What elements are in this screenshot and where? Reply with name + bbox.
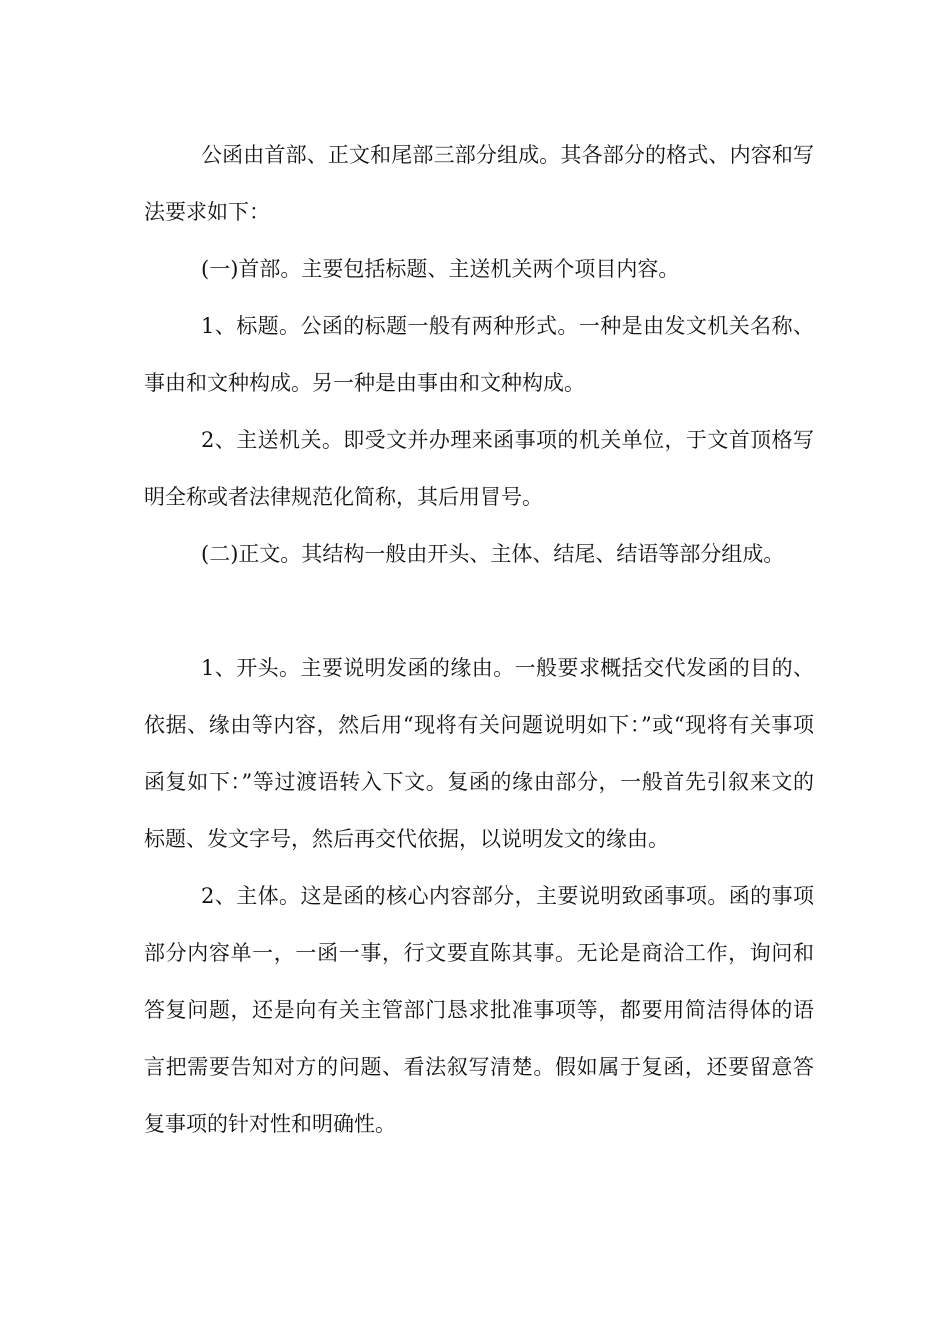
paragraph-recipient: 2、主送机关。即受文并办理来函事项的机关单位，于文首顶格写明全称或者法律规范化简称，其后用冒号。 bbox=[144, 428, 814, 509]
document-body bbox=[144, 127, 814, 1153]
paragraph-title: 1、标题。公函的标题一般有两种形式。一种是由发文机关名称、事由和文种构成。另一种是由事由和文种构成。 bbox=[144, 314, 814, 395]
paragraph-heading-body: (二)正文。其结构一般由开头、主体、结尾、结语等部分组成。 bbox=[201, 542, 785, 566]
paragraph-main-body: 2、主体。这是函的核心内容部分，主要说明致函事项。函的事项部分内容单一，一函一事，行文要直陈其事。无论是商洽工作，询问和答复问题，还是向有关主管部门恳求批准事项等，都要用简洁得体的语言把需要告知对方的问题、看法叙写清楚。假如属于复函，还要留意答复事项的针对性和明确性。 bbox=[144, 884, 814, 1136]
paragraph-opening: 1、开头。主要说明发函的缘由。一般要求概括交代发函的目的、依据、缘由等内容，然后用“现将有关问题说明如下：”或“现将有关事项函复如下：”等过渡语转入下文。复函的缘由部分，一般首先引叙来文的标题、发文字号，然后再交代依据，以说明发文的缘由。 bbox=[144, 656, 814, 851]
paragraph-intro: 公函由首部、正文和尾部三部分组成。其各部分的格式、内容和写法要求如下： bbox=[144, 143, 814, 224]
paragraph-heading-header: (一)首部。主要包括标题、主送机关两个项目内容。 bbox=[201, 257, 680, 281]
